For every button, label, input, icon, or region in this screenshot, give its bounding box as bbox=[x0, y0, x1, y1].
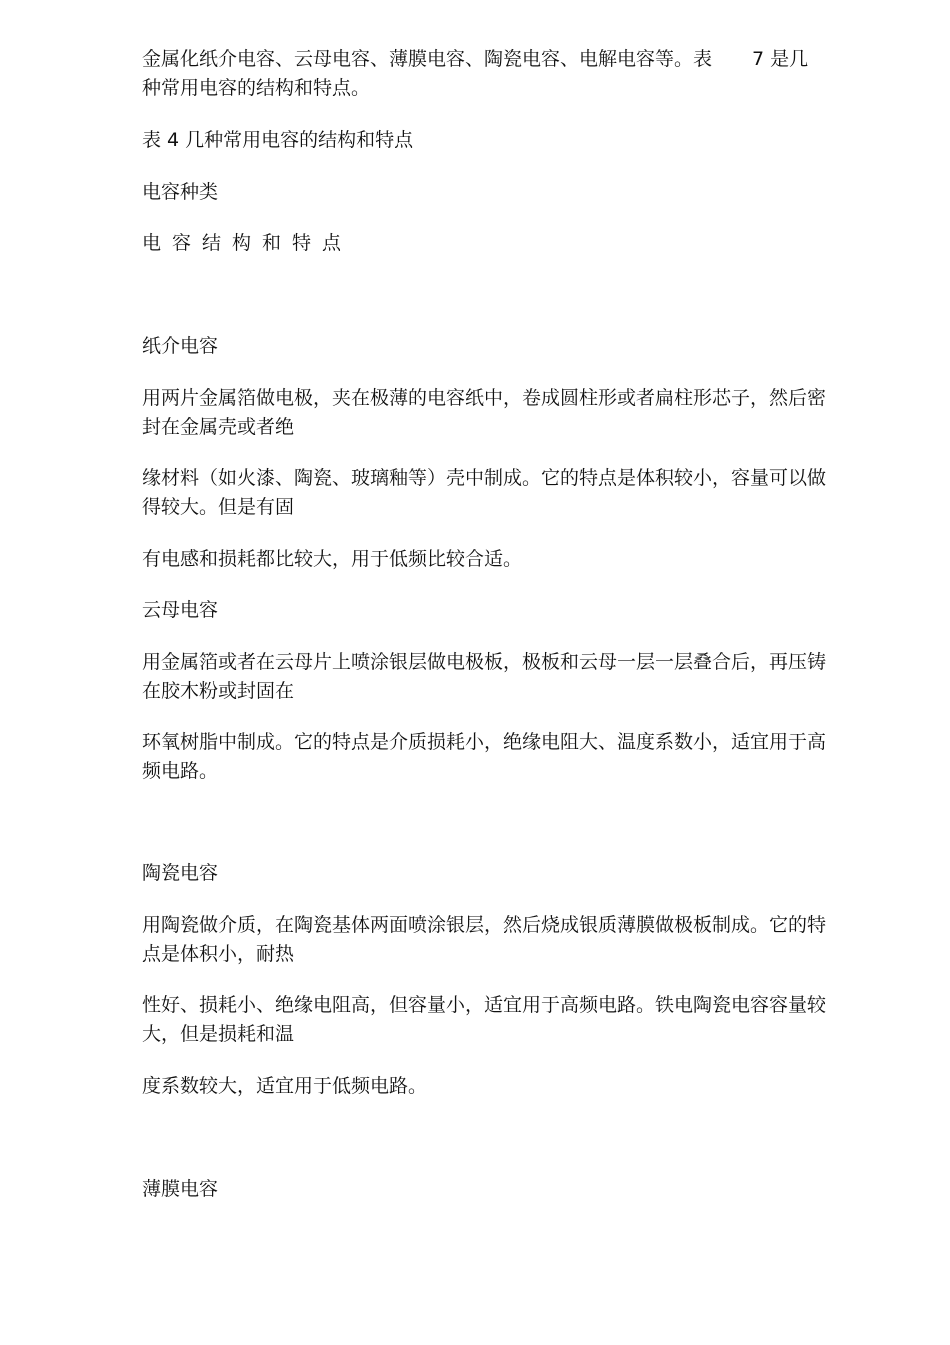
mica-capacitor-desc-2: 环氧树脂中制成。它的特点是介质损耗小，绝缘电阻大、温度系数小，适宜用于高频电路。 bbox=[142, 731, 827, 782]
paper-capacitor-name: 纸介电容 bbox=[142, 335, 219, 357]
paper-capacitor-desc-1: 用两片金属箔做电极，夹在极薄的电容纸中，卷成圆柱形或者扁柱形芯子，然后密封在金属壳或者绝 bbox=[142, 387, 827, 438]
paper-capacitor-desc-3: 有电感和损耗都比较大，用于低频比较合适。 bbox=[142, 548, 523, 570]
table-caption: 表 4 几种常用电容的结构和特点 bbox=[142, 129, 414, 151]
film-capacitor-name: 薄膜电容 bbox=[142, 1178, 219, 1200]
intro-line1-text: 金属化纸介电容、云母电容、薄膜电容、陶瓷电容、电解电容等。表 bbox=[142, 48, 713, 70]
ceramic-capacitor-name: 陶瓷电容 bbox=[142, 862, 219, 884]
intro-line2-text: 种常用电容的结构和特点。 bbox=[142, 77, 371, 99]
ceramic-capacitor-desc-3: 度系数较大，适宜用于低频电路。 bbox=[142, 1075, 428, 1097]
mica-capacitor-desc-1: 用金属箔或者在云母片上喷涂银层做电极板，极板和云母一层一层叠合后，再压铸在胶木粉或封固在 bbox=[142, 651, 827, 702]
mica-capacitor-name: 云母电容 bbox=[142, 599, 219, 621]
intro-paragraph bbox=[142, 45, 882, 103]
ceramic-capacitor-desc-1: 用陶瓷做介质，在陶瓷基体两面喷涂银层，然后烧成银质薄膜做极板制成。它的特点是体积小，耐热 bbox=[142, 914, 827, 965]
ceramic-capacitor-desc-2: 性好、损耗小、绝缘电阻高，但容量小，适宜用于高频电路。铁电陶瓷电容容量较大，但是损耗和温 bbox=[142, 994, 827, 1045]
paper-capacitor-desc-2: 缘材料（如火漆、陶瓷、玻璃釉等）壳中制成。它的特点是体积较小，容量可以做得较大。但是有固 bbox=[142, 467, 827, 518]
column-header-description: 电容结构和特点 bbox=[142, 232, 353, 254]
column-header-type: 电容种类 bbox=[142, 181, 219, 203]
intro-line1-tail: 7 是几 bbox=[752, 48, 809, 70]
